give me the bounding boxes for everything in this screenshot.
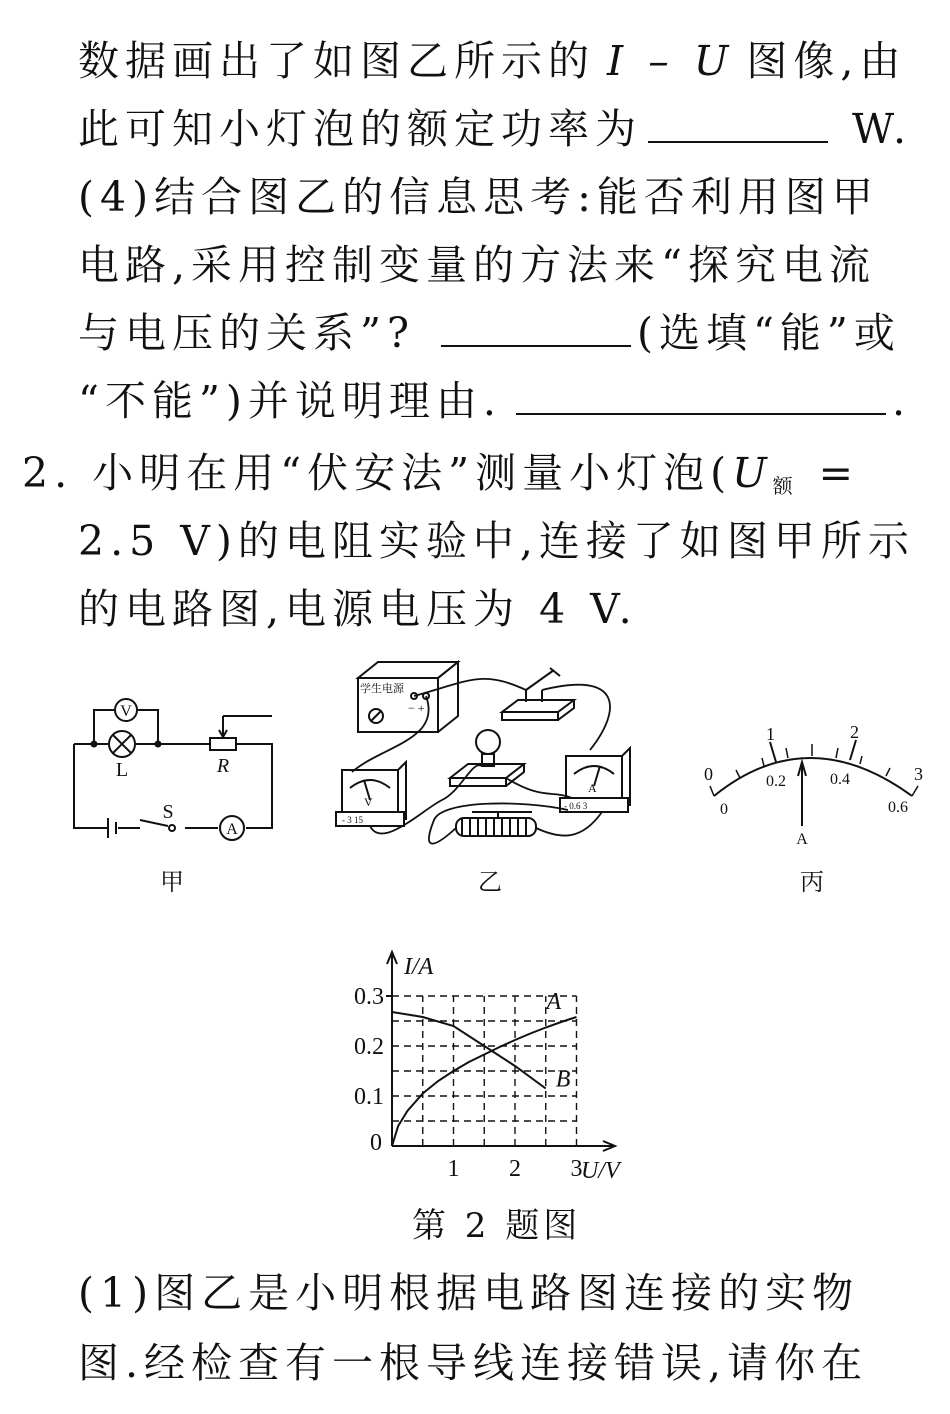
y-tick-label: 0.1 (354, 1084, 384, 1110)
caption-yi: 乙 (478, 868, 502, 896)
rheostat-label: R (216, 755, 230, 777)
question-stem: 2. 小明在用“伏安法”测量小灯泡( (22, 449, 733, 497)
text-line-1 (78, 30, 906, 92)
text-line-2 (78, 98, 912, 160)
voltmeter-label: V (120, 703, 132, 720)
dial-bottom-label: 0.2 (766, 773, 786, 790)
origin-label: 0 (370, 1130, 382, 1156)
power-supply-label: 学生电源 (360, 683, 404, 695)
ammeter-terminals: - 0.6 3 (564, 801, 588, 811)
text-segment: . (891, 377, 911, 425)
dial-top-label: 2 (850, 722, 859, 742)
text-line-9: 的电路图,电源电压为 4 V. (78, 585, 638, 633)
x-tick-label: 1 (447, 1156, 460, 1180)
u-symbol: U (732, 449, 773, 497)
ammeter-label: A (226, 821, 238, 838)
caption-bing: 丙 (800, 868, 824, 896)
caption-jia: 甲 (160, 868, 184, 896)
figure-title: 第 2 题图 (412, 1206, 582, 1246)
text-line-10: (1)图乙是小明根据电路图连接的实物 (78, 1269, 860, 1317)
iu-symbol: I – U (607, 37, 735, 85)
dial-top-label: 0 (704, 764, 713, 784)
text-segment: 此可知小灯泡的额定功率为 (78, 105, 642, 153)
power-supply (358, 662, 458, 732)
graph-grid (392, 996, 577, 1146)
text-line-4: 电路,采用控制变量的方法来“探究电流 (78, 241, 876, 289)
switch-symbol (169, 825, 175, 831)
equals-sign: = (818, 449, 859, 497)
x-axis-label: U/V (580, 1158, 620, 1180)
lamp-apparatus (450, 730, 524, 786)
ammeter-dial (690, 700, 930, 850)
curve-b-label: B (555, 1066, 571, 1093)
voltmeter-terminals: - 3 15 (342, 815, 363, 825)
curve-a-label: A (546, 989, 562, 1015)
ammeter-apparatus-label: A (588, 781, 597, 795)
y-tick-label: 0.3 (354, 984, 384, 1010)
circuit-diagram (60, 680, 290, 850)
x-tick-label: 3 (570, 1156, 583, 1180)
x-tick-label: 2 (509, 1156, 521, 1180)
text-segment: (选填“能”或 (636, 309, 901, 357)
dial-top-label: 1 (766, 724, 775, 744)
switch-apparatus (502, 668, 574, 720)
dial-unit: A (796, 831, 808, 848)
text-line-8: 2.5 V)的电阻实验中,连接了如图甲所示 (78, 517, 915, 565)
voltmeter-apparatus-label: V (364, 795, 373, 809)
answer-blank-power[interactable] (648, 101, 828, 143)
text-line-11: 图.经检查有一根导线连接错误,请你在 (78, 1339, 869, 1387)
subscript-rated: 额 (772, 474, 793, 498)
text-segment: “不能”)并说明理由. (78, 377, 502, 425)
text-line-3: (4)结合图乙的信息思考:能否利用图甲 (78, 173, 879, 221)
text-line-6 (78, 370, 911, 432)
ammeter-apparatus (560, 748, 630, 812)
text-line-7 (22, 442, 859, 504)
answer-blank-reason[interactable] (516, 373, 886, 415)
battery-symbol (108, 818, 116, 838)
dial-top-label: 3 (914, 764, 923, 784)
dial-bottom-label: 0 (720, 801, 728, 818)
text-segment: 数据画出了如图乙所示的 (78, 37, 595, 85)
curve-b (392, 1012, 546, 1089)
text-segment: 图像,由 (746, 37, 907, 85)
dial-bottom-label: 0.6 (888, 799, 908, 816)
lamp-label: L (115, 759, 129, 781)
answer-blank-can[interactable] (441, 305, 631, 347)
unit-text: W. (852, 105, 913, 153)
power-supply-sign: − + (408, 701, 425, 715)
rheostat-symbol (210, 738, 236, 750)
y-tick-label: 0.2 (354, 1034, 384, 1060)
switch-label: S (162, 801, 174, 823)
apparatus-illustration (322, 650, 642, 860)
dial-bottom-label: 0.4 (830, 771, 850, 788)
text-line-5 (78, 302, 901, 364)
voltmeter-apparatus (336, 762, 406, 826)
iu-graph (330, 910, 660, 1180)
dial-pointer (798, 762, 806, 826)
text-segment: 与电压的关系”? (78, 309, 415, 357)
y-axis-label: I/A (404, 954, 434, 980)
rheostat-apparatus (456, 812, 536, 836)
